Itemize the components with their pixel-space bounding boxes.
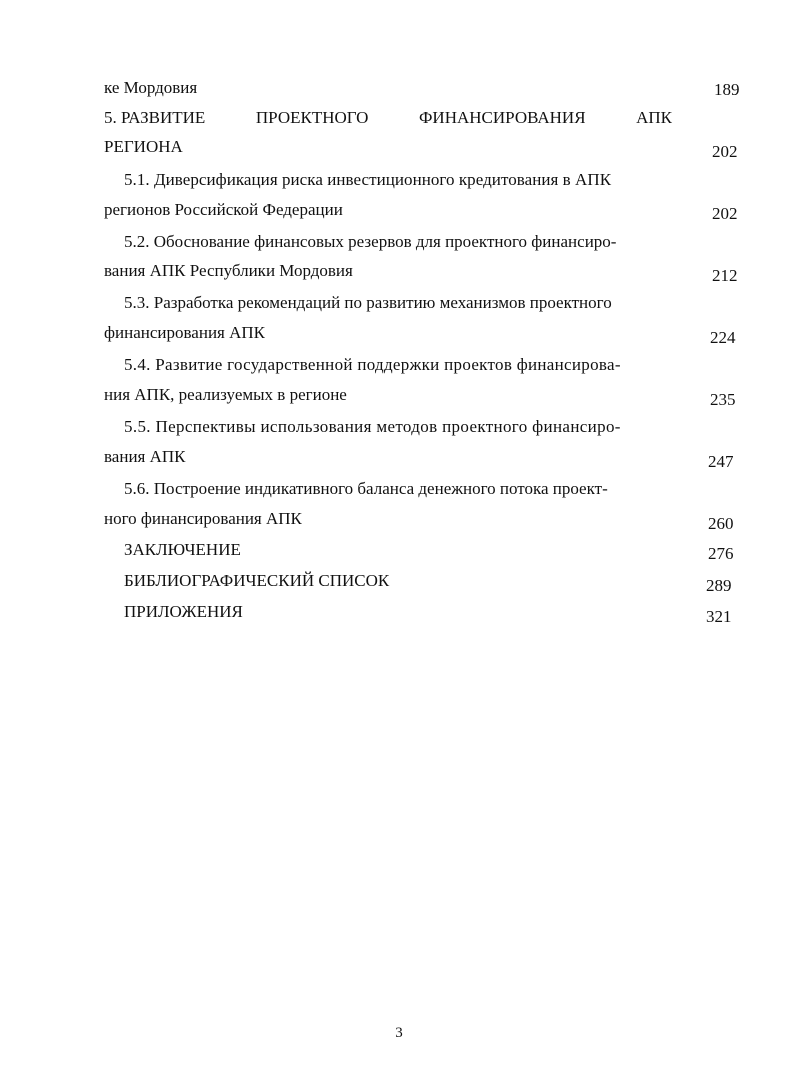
toc-entry-continuation-page: 189 (714, 80, 740, 99)
toc-conclusion-page: 276 (708, 544, 734, 563)
toc-section-5-5-line1: 5.5. Перспективы использования методов проектного финансиро- (124, 417, 621, 436)
toc-section-5-6-page: 260 (708, 514, 734, 533)
toc-section-5-2-line2: вания АПК Республики Мордовия (104, 261, 353, 280)
toc-chapter-5-word-1: 5. РАЗВИТИЕ (104, 108, 206, 127)
toc-chapter-5-word-2: ПРОЕКТНОГО (255, 108, 369, 127)
toc-chapter-5-word-4: АПК (636, 108, 672, 127)
toc-section-5-4-page: 235 (710, 390, 736, 409)
toc-section-5-1-line1: 5.1. Диверсификация риска инвестиционного кредитования в АПК (124, 170, 612, 189)
toc-section-5-3-line1: 5.3. Разработка рекомендаций по развитию механизмов проектного (124, 293, 612, 312)
toc-bibliography-title: БИБЛИОГРАФИЧЕСКИЙ СПИСОК (124, 571, 390, 590)
toc-chapter-5-word-3: ФИНАНСИРОВАНИЯ (419, 108, 586, 127)
toc-section-5-3-page: 224 (710, 328, 736, 347)
toc-section-5-2-line1: 5.2. Обоснование финансовых резервов для проектного финансиро- (124, 232, 617, 251)
toc-section-5-2-page: 212 (712, 266, 738, 285)
toc-section-5-4-line1: 5.4. Развитие государственной поддержки проектов финансирова- (124, 355, 621, 374)
toc-bibliography-page: 289 (706, 576, 732, 595)
toc-section-5-6-line1: 5.6. Построение индикативного баланса денежного потока проект- (124, 479, 608, 498)
toc-entry-continuation-text: ке Мордовия (104, 78, 198, 97)
toc-section-5-1-line2: регионов Российской Федерации (104, 200, 343, 219)
toc-chapter-5-heading-line2: РЕГИОНА (104, 137, 183, 156)
toc-section-5-5-line2: вания АПК (104, 447, 186, 466)
toc-section-5-6-line2: ного финансирования АПК (104, 509, 302, 528)
toc-section-5-3-line2: финансирования АПК (104, 323, 266, 342)
toc-chapter-5-page: 202 (712, 142, 738, 161)
footer-page-number: 3 (395, 1025, 403, 1041)
toc-conclusion-title: ЗАКЛЮЧЕНИЕ (124, 540, 241, 559)
toc-section-5-1-page: 202 (712, 204, 738, 223)
toc-appendices-page: 321 (706, 607, 732, 626)
toc-chapter-5-heading-line1 (104, 108, 672, 128)
toc-section-5-4-line2: ния АПК, реализуемых в регионе (104, 385, 347, 404)
toc-appendices-title: ПРИЛОЖЕНИЯ (124, 602, 243, 621)
toc-section-5-5-page: 247 (708, 452, 734, 471)
